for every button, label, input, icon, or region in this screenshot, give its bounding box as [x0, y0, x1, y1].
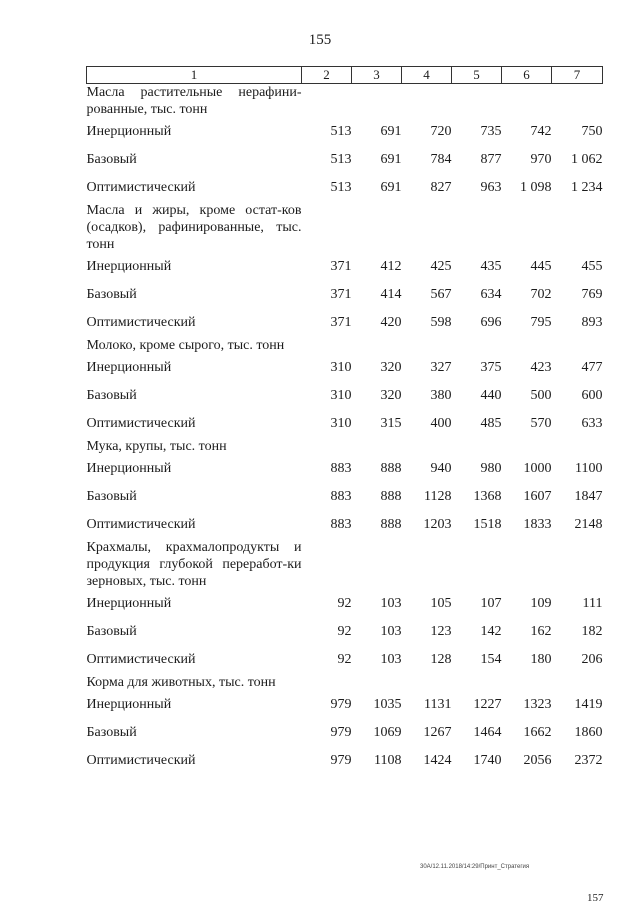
scenario-label: Оптимистический	[86, 652, 196, 667]
value-cell: 940	[430, 461, 452, 476]
value-cell: 980	[480, 461, 502, 476]
value-cell: 883	[330, 489, 352, 504]
value-cell: 400	[430, 416, 452, 431]
forecast-table	[86, 66, 603, 775]
value-cell: 1860	[574, 725, 603, 740]
scenario-label: Оптимистический	[86, 517, 196, 532]
value-cell: 182	[581, 624, 603, 639]
page-number: 155	[308, 32, 332, 48]
group-title: Корма для животных, тыс. тонн	[86, 675, 276, 690]
scenario-label: Базовый	[86, 624, 137, 639]
value-cell: 600	[581, 388, 603, 403]
value-cell: 1000	[523, 461, 552, 476]
group-title: Крахмалы, крахмалопродукты и продукция глубокой переработ-ки зерновых, тыс. тонн	[86, 540, 302, 589]
value-cell: 375	[480, 360, 502, 375]
value-cell: 691	[380, 180, 402, 195]
group-header-row	[87, 337, 603, 354]
value-cell: 1368	[473, 489, 502, 504]
table-row	[87, 174, 603, 202]
value-cell: 162	[530, 624, 552, 639]
table-row	[87, 118, 603, 146]
value-cell: 485	[480, 416, 502, 431]
value-cell: 691	[380, 124, 402, 139]
value-cell: 735	[480, 124, 502, 139]
table-row	[87, 354, 603, 382]
group-header-row	[87, 84, 603, 119]
value-cell: 107	[480, 596, 502, 611]
value-cell: 784	[430, 152, 452, 167]
value-cell: 154	[480, 652, 502, 667]
table-header	[87, 67, 603, 84]
group-title: Масла растительные нерафини-рованные, тыс. тонн	[86, 85, 302, 117]
value-cell: 371	[330, 287, 352, 302]
value-cell: 310	[330, 360, 352, 375]
value-cell: 477	[581, 360, 603, 375]
scenario-label: Инерционный	[86, 360, 172, 375]
value-cell: 1833	[523, 517, 552, 532]
value-cell: 2056	[523, 753, 552, 768]
value-cell: 92	[337, 624, 352, 639]
value-cell: 320	[380, 360, 402, 375]
value-cell: 1069	[373, 725, 402, 740]
value-cell: 414	[380, 287, 402, 302]
column-header-4: 4	[402, 67, 452, 84]
table-row	[87, 618, 603, 646]
value-cell: 111	[582, 596, 603, 611]
value-cell: 2372	[574, 753, 603, 768]
value-cell: 634	[480, 287, 502, 302]
value-cell: 979	[330, 725, 352, 740]
value-cell: 795	[530, 315, 552, 330]
value-cell: 963	[480, 180, 502, 195]
column-header-1: 1	[87, 67, 302, 84]
value-cell: 420	[380, 315, 402, 330]
value-cell: 888	[380, 489, 402, 504]
value-cell: 513	[330, 180, 352, 195]
table-row	[87, 253, 603, 281]
scenario-label: Базовый	[86, 287, 137, 302]
value-cell: 180	[530, 652, 552, 667]
value-cell: 371	[330, 315, 352, 330]
value-cell: 883	[330, 461, 352, 476]
table-row	[87, 382, 603, 410]
value-cell: 380	[430, 388, 452, 403]
value-cell: 103	[380, 624, 402, 639]
value-cell: 691	[380, 152, 402, 167]
table-row	[87, 309, 603, 337]
value-cell: 979	[330, 697, 352, 712]
value-cell: 310	[330, 416, 352, 431]
table-row	[87, 483, 603, 511]
value-cell: 979	[330, 753, 352, 768]
value-cell: 440	[480, 388, 502, 403]
value-cell: 1323	[523, 697, 552, 712]
table-row	[87, 590, 603, 618]
value-cell: 750	[581, 124, 603, 139]
value-cell: 1108	[374, 753, 402, 768]
value-cell: 567	[430, 287, 452, 302]
value-cell: 742	[530, 124, 552, 139]
scenario-label: Инерционный	[86, 461, 172, 476]
scenario-label: Инерционный	[86, 259, 172, 274]
scenario-label: Базовый	[86, 725, 137, 740]
value-cell: 412	[380, 259, 402, 274]
scenario-label: Инерционный	[86, 697, 172, 712]
table-row	[87, 691, 603, 719]
value-cell: 371	[330, 259, 352, 274]
footer-page-number: 157	[587, 892, 604, 904]
value-cell: 142	[480, 624, 502, 639]
value-cell: 883	[330, 517, 352, 532]
value-cell: 327	[430, 360, 452, 375]
column-header-3: 3	[352, 67, 402, 84]
value-cell: 206	[581, 652, 603, 667]
scenario-label: Инерционный	[86, 596, 172, 611]
value-cell: 425	[430, 259, 452, 274]
value-cell: 315	[380, 416, 402, 431]
scenario-label: Оптимистический	[86, 180, 196, 195]
value-cell: 1100	[575, 461, 603, 476]
value-cell: 720	[430, 124, 452, 139]
value-cell: 1419	[574, 697, 603, 712]
scenario-label: Инерционный	[86, 124, 172, 139]
table-row	[87, 281, 603, 309]
value-cell: 827	[430, 180, 452, 195]
value-cell: 513	[330, 152, 352, 167]
value-cell: 92	[337, 652, 352, 667]
value-cell: 598	[430, 315, 452, 330]
value-cell: 513	[330, 124, 352, 139]
group-header-row	[87, 674, 603, 691]
group-title: Масла и жиры, кроме остат-ков (осадков), рафинированные, тыс. тонн	[86, 203, 302, 252]
table-row	[87, 410, 603, 438]
value-cell: 500	[530, 388, 552, 403]
value-cell: 1267	[423, 725, 452, 740]
header-row	[87, 67, 603, 84]
group-title: Мука, крупы, тыс. тонн	[86, 439, 227, 454]
value-cell: 320	[380, 388, 402, 403]
value-cell: 633	[581, 416, 603, 431]
group-header-row	[87, 438, 603, 455]
value-cell: 1 234	[571, 180, 603, 195]
value-cell: 893	[581, 315, 603, 330]
value-cell: 1740	[473, 753, 502, 768]
value-cell: 1847	[574, 489, 603, 504]
column-header-6: 6	[502, 67, 552, 84]
value-cell: 435	[480, 259, 502, 274]
value-cell: 877	[480, 152, 502, 167]
value-cell: 1518	[473, 517, 502, 532]
value-cell: 1203	[423, 517, 452, 532]
value-cell: 103	[380, 596, 402, 611]
value-cell: 1607	[523, 489, 552, 504]
table-row	[87, 455, 603, 483]
scenario-label: Оптимистический	[86, 753, 196, 768]
value-cell: 310	[330, 388, 352, 403]
value-cell: 1131	[424, 697, 452, 712]
column-header-7: 7	[552, 67, 603, 84]
value-cell: 92	[337, 596, 352, 611]
group-header-row	[87, 202, 603, 253]
value-cell: 455	[581, 259, 603, 274]
value-cell: 888	[380, 461, 402, 476]
column-header-2: 2	[302, 67, 352, 84]
scenario-label: Оптимистический	[86, 416, 196, 431]
column-header-5: 5	[452, 67, 502, 84]
value-cell: 1 062	[571, 152, 603, 167]
table-row	[87, 146, 603, 174]
value-cell: 702	[530, 287, 552, 302]
value-cell: 445	[530, 259, 552, 274]
group-header-row	[87, 539, 603, 590]
value-cell: 696	[480, 315, 502, 330]
table-row	[87, 719, 603, 747]
value-cell: 128	[430, 652, 452, 667]
value-cell: 105	[430, 596, 452, 611]
print-stamp: 30А/12.11.2018/14:29/Принт_Стратегия	[420, 864, 530, 870]
table-row	[87, 747, 603, 775]
table-row	[87, 646, 603, 674]
value-cell: 123	[430, 624, 452, 639]
value-cell: 103	[380, 652, 402, 667]
value-cell: 970	[530, 152, 552, 167]
group-title: Молоко, кроме сырого, тыс. тонн	[86, 338, 285, 353]
value-cell: 1227	[473, 697, 502, 712]
value-cell: 1464	[473, 725, 502, 740]
value-cell: 1035	[373, 697, 402, 712]
value-cell: 769	[581, 287, 603, 302]
table-body	[87, 84, 603, 776]
value-cell: 423	[530, 360, 552, 375]
scenario-label: Оптимистический	[86, 315, 196, 330]
value-cell: 2148	[574, 517, 603, 532]
value-cell: 1424	[423, 753, 452, 768]
table-row	[87, 511, 603, 539]
value-cell: 1128	[424, 489, 452, 504]
value-cell: 109	[530, 596, 552, 611]
value-cell: 888	[380, 517, 402, 532]
scenario-label: Базовый	[86, 152, 137, 167]
scenario-label: Базовый	[86, 388, 137, 403]
value-cell: 1662	[523, 725, 552, 740]
scenario-label: Базовый	[86, 489, 137, 504]
value-cell: 570	[530, 416, 552, 431]
value-cell: 1 098	[520, 180, 552, 195]
